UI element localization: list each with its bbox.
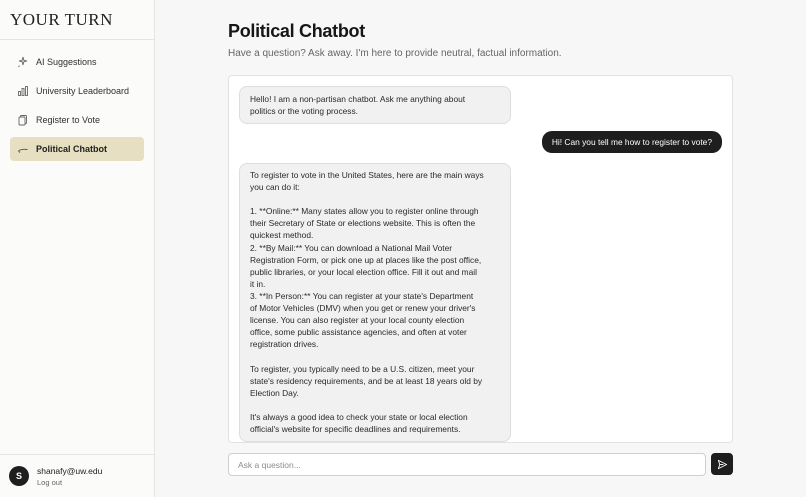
sidebar-item-university-leaderboard[interactable] bbox=[10, 79, 144, 103]
bot-message: Hello! I am a non-partisan chatbot. Ask me anything about politics or the voting process. bbox=[239, 86, 511, 124]
sidebar-nav bbox=[0, 40, 154, 161]
sparkle-icon bbox=[17, 56, 29, 68]
sidebar-item-register-to-vote[interactable] bbox=[10, 108, 144, 132]
user-email: shanafy@uw.edu bbox=[37, 465, 103, 476]
sidebar-item-label: AI Suggestions bbox=[36, 57, 97, 67]
user-profile bbox=[0, 454, 154, 497]
brand-logo: YOUR TURN bbox=[0, 0, 154, 40]
document-icon bbox=[17, 114, 29, 126]
page-subtitle: Have a question? Ask away. I'm here to provide neutral, factual information. bbox=[228, 48, 562, 59]
send-icon bbox=[717, 459, 728, 470]
sidebar-item-ai-suggestions[interactable] bbox=[10, 50, 144, 74]
user-info bbox=[37, 466, 102, 487]
avatar: S bbox=[9, 466, 29, 486]
sidebar-item-label: University Leaderboard bbox=[36, 86, 130, 96]
user-message: Hi! Can you tell me how to register to vote? bbox=[542, 131, 722, 153]
main-content bbox=[156, 0, 806, 497]
chat-icon bbox=[17, 143, 29, 155]
sidebar bbox=[0, 0, 155, 497]
page-title: Political Chatbot bbox=[228, 21, 365, 41]
send-button[interactable] bbox=[711, 453, 733, 475]
logout-link[interactable]: Log out bbox=[37, 477, 63, 487]
sidebar-item-political-chatbot[interactable] bbox=[10, 137, 144, 161]
sidebar-item-label: Political Chatbot bbox=[36, 144, 108, 154]
chat-input[interactable] bbox=[228, 453, 706, 476]
chat-panel[interactable] bbox=[228, 75, 733, 443]
bot-message: To register to vote in the United States, here are the main ways you can do it: 1. **Online:** Many states allow you to register online through their Secretary of State or elections website. This is often the quickest method. 2. **By Mail:** You can download a National Mail Voter Registration Form, or pick one up at places like the post office, public libraries, or your local election office. Fill it out and mail it in. 3. **In Person:** You can register at your state's Department of Motor Vehicles (DMV) when you get or renew your driver's license. You can also register at your local county election office, some public assistance agencies, and often at voter registration drives. To register, you typically need to be a U.S. citizen, meet your state's residency requirements, and be at least 18 years old by Election Day. It's always a good idea to check your state or local election official's website for specific deadlines and requirements. bbox=[239, 163, 511, 442]
sidebar-item-label: Register to Vote bbox=[36, 115, 101, 125]
bar-chart-icon bbox=[17, 85, 29, 97]
